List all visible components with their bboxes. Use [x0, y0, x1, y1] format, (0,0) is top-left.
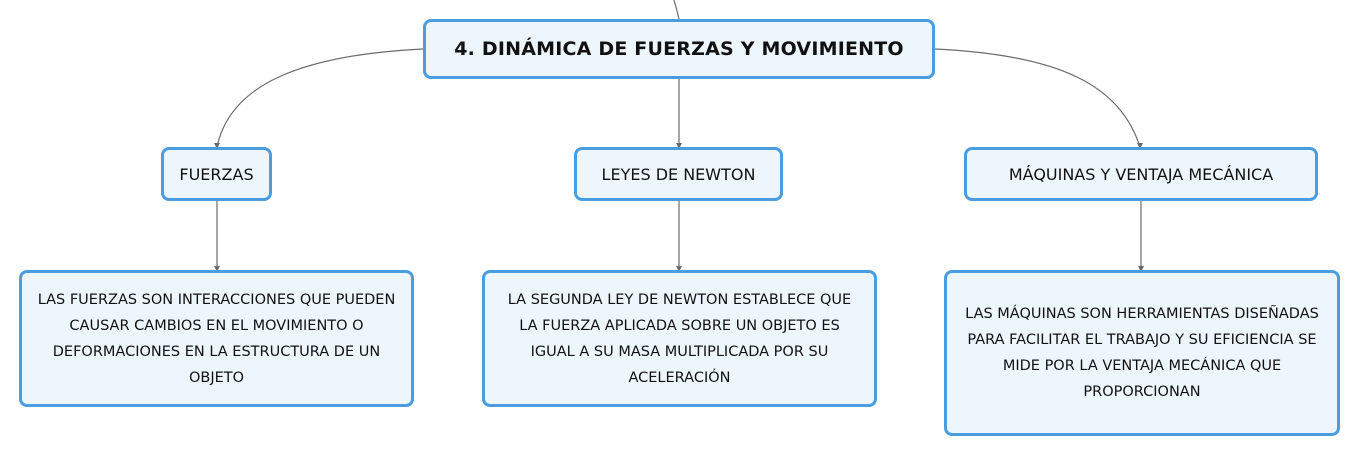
detail-node-maquinas[interactable] — [944, 270, 1340, 436]
connector-root-fuerzas — [217, 49, 423, 147]
topic-label-leyes-de-newton: LEYES DE NEWTON — [601, 164, 756, 184]
detail-node-leyes-de-newton[interactable] — [482, 270, 877, 407]
topic-label-maquinas: MÁQUINAS Y VENTAJA MECÁNICA — [1008, 164, 1274, 184]
central-topic-node[interactable] — [423, 19, 935, 79]
topic-node-leyes-de-newton[interactable] — [574, 147, 783, 201]
topic-label-fuerzas: FUERZAS — [179, 164, 254, 184]
detail-text-maquinas: LAS MÁQUINAS SON HERRAMIENTAS DISEÑADAS PARA FACILITAR EL TRABAJO Y SU EFICIENCIA SE MIDE POR LA VENTAJA MECÁNICA QUE PROPORCIONAN — [965, 306, 1319, 400]
central-topic-label: 4. DINÁMICA DE FUERZAS Y MOVIMIENTO — [454, 38, 904, 60]
topic-node-maquinas[interactable] — [964, 147, 1318, 201]
detail-text-fuerzas: LAS FUERZAS SON INTERACCIONES QUE PUEDEN CAUSAR CAMBIOS EN EL MOVIMIENTO O DEFORMACIONES EN LA ESTRUCTURA DE UN OBJETO — [37, 291, 396, 386]
connector-from-parent — [674, 0, 679, 19]
detail-node-fuerzas[interactable] — [19, 270, 414, 407]
detail-text-leyes-de-newton: LA SEGUNDA LEY DE NEWTON ESTABLECE QUE LA FUERZA APLICADA SOBRE UN OBJETO ES IGUAL A SU MASA MULTIPLICADA POR SU ACELERACIÓN — [507, 291, 852, 386]
connector-root-maquinas — [935, 49, 1140, 147]
topic-node-fuerzas[interactable] — [161, 147, 272, 201]
